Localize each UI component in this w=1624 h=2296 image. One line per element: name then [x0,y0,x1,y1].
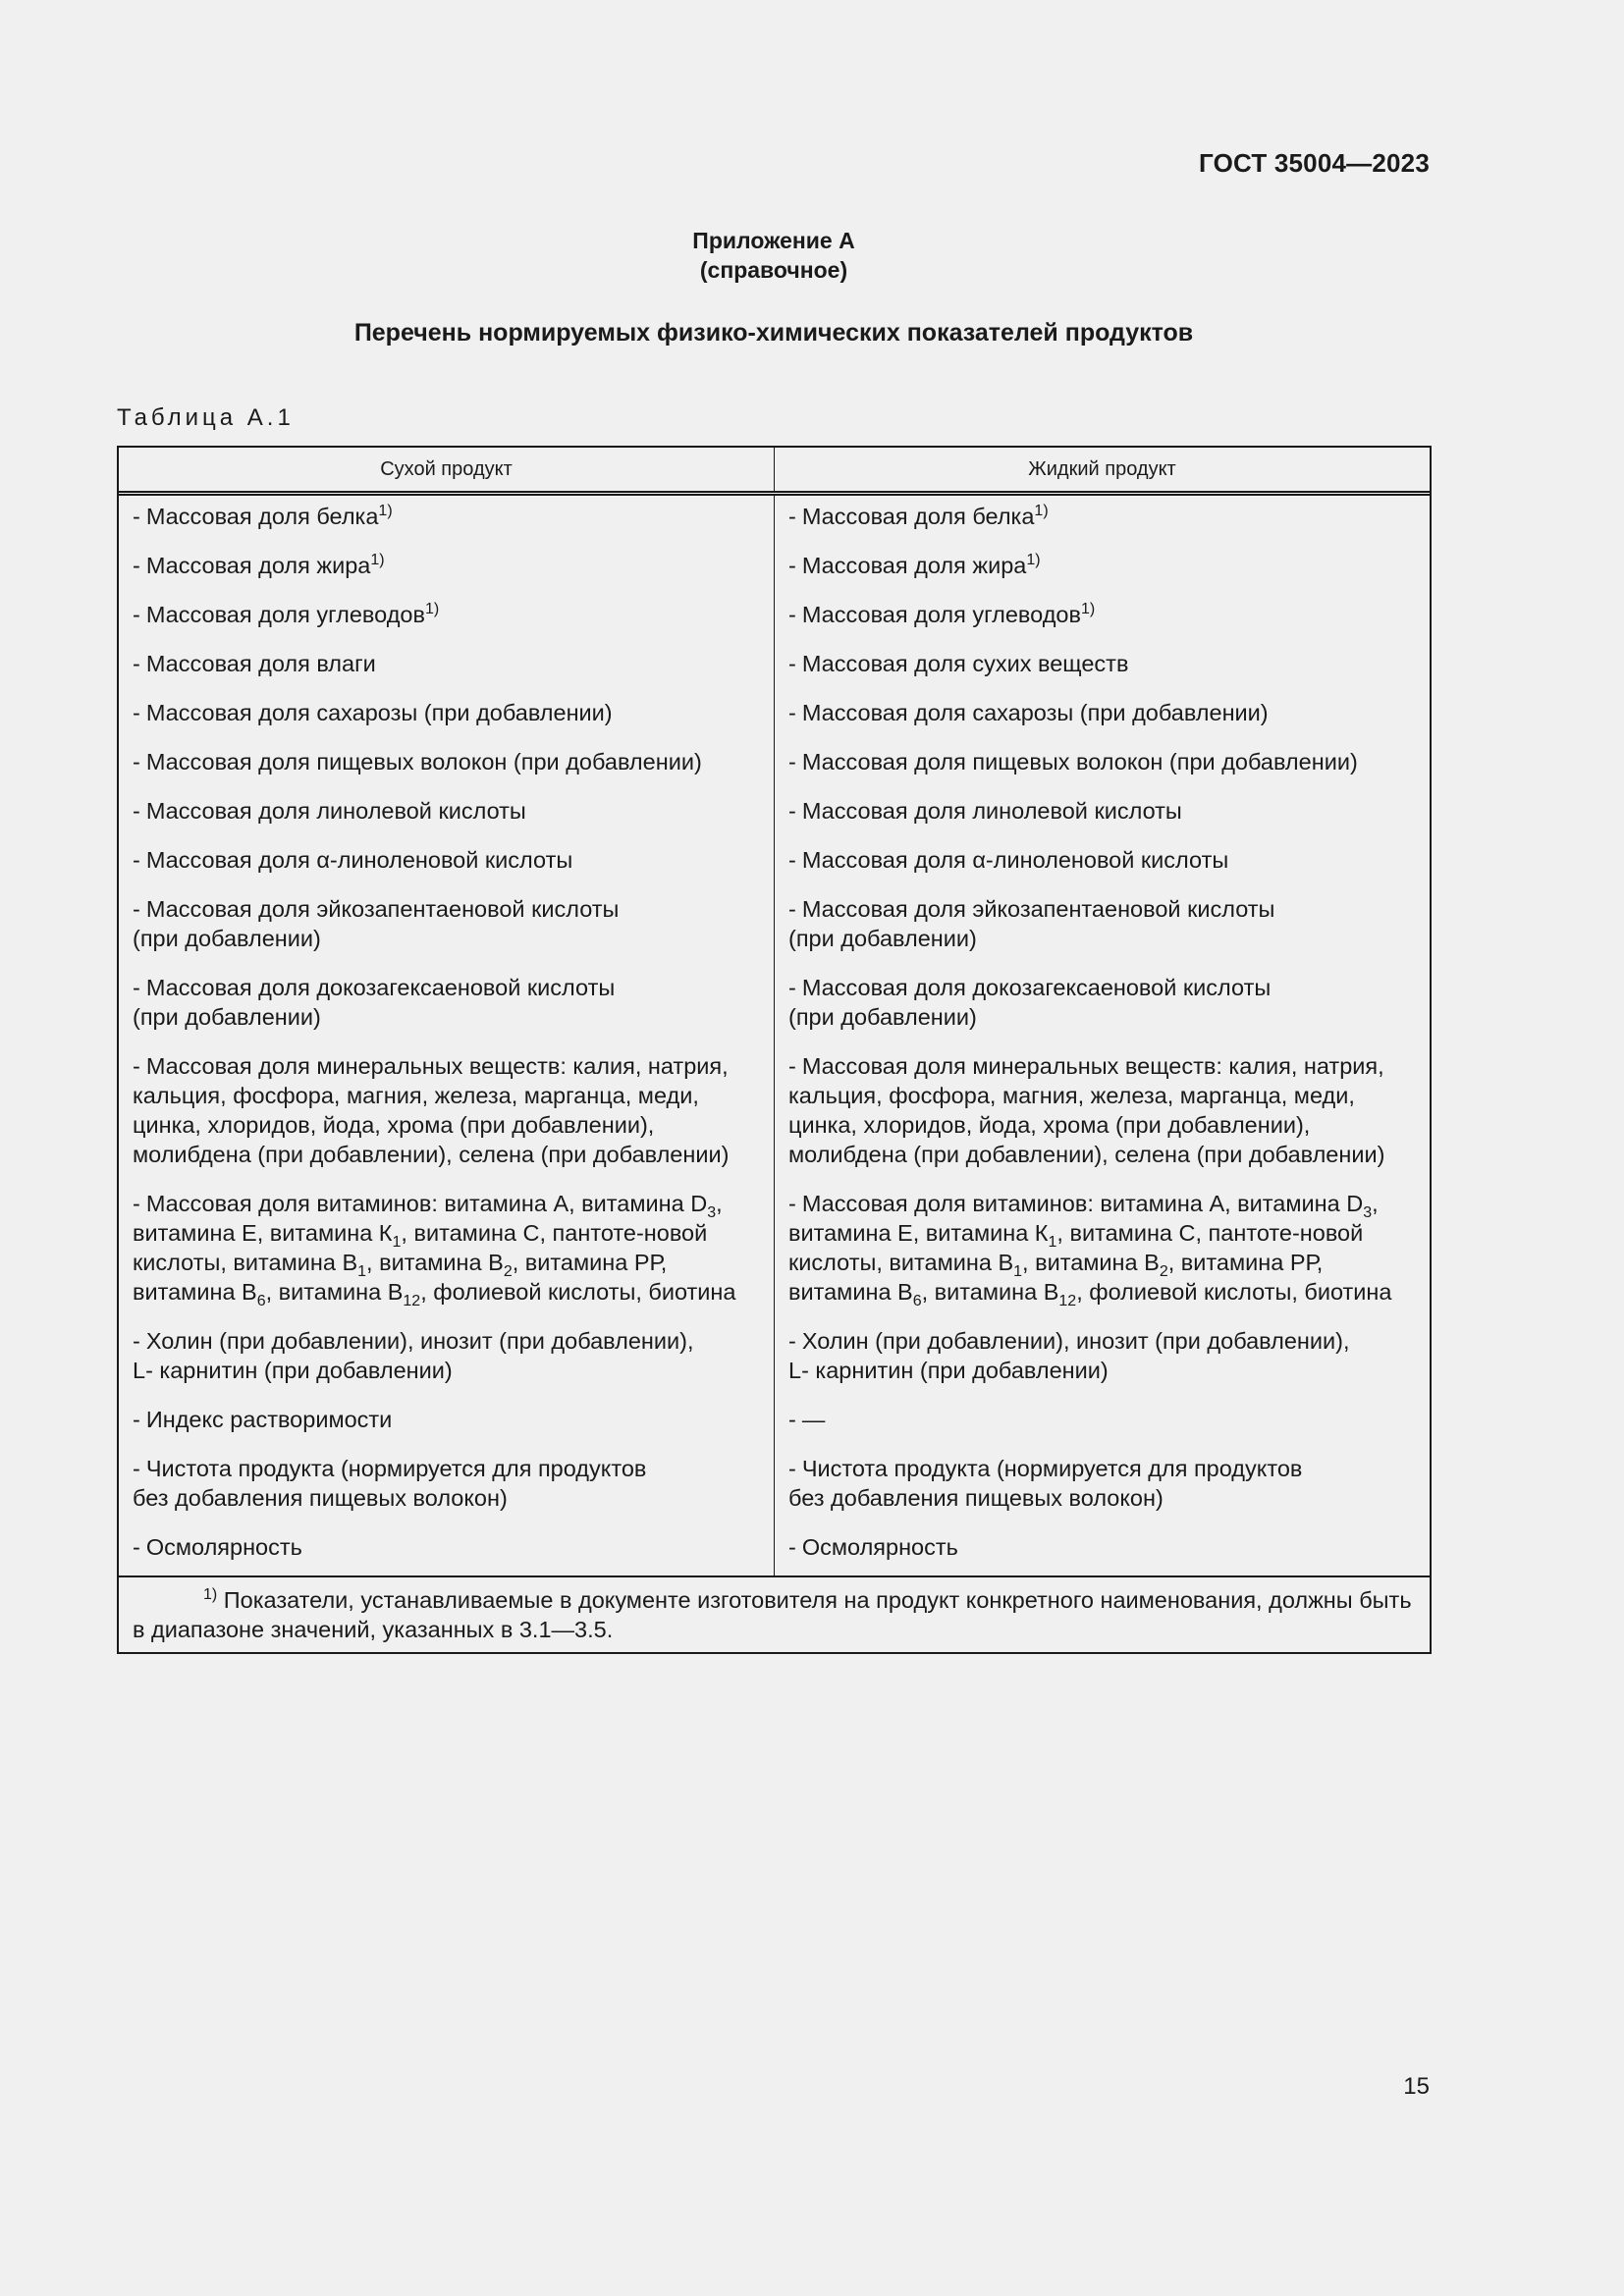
page-number: 15 [1403,2073,1430,2100]
item-text: Массовая доля жира [801,553,1027,578]
item-text: Массовая доля углеводов [801,602,1081,627]
item-text: (при добавлении) [133,1004,321,1030]
list-item: - Массовая доля α-линоленовой кислоты [788,847,1229,873]
item-text: (при добавлении) [788,926,977,951]
item-text: Массовая доля эйкозапентаеновой кислоты [145,896,620,922]
footnote-marker: 1) [203,1586,218,1603]
table-caption: Таблица А.1 [117,404,295,431]
item-text: Индекс растворимости [145,1407,393,1432]
item-text: Массовая доля докозагексаеновой кислоты [801,975,1272,1000]
indicators-table [117,446,1432,1654]
item-text: Массовая доля линолевой кислоты [145,798,526,824]
list-item: - Массовая доля белка$^{1)}$ [788,503,1049,529]
list-item: - Холин (при добавлении), инозит (при добавлении), L- карнитин (при добавлении) [788,1328,1350,1383]
list-item: - Массовая доля углеводов$^{1)}$ [133,601,440,627]
document-title: Перечень нормируемых физико-химических показателей продуктов [353,319,1194,347]
table-body [119,496,1430,1575]
list-item: - Массовая доля докозагексаеновой кислоты (при добавлении) [133,975,616,1030]
list-item: - Массовая доля эйкозапентаеновой кислоты (при добавлении) [133,896,620,951]
list-item: - Массовая доля жира$^{1)}$ [133,552,385,578]
item-text: Массовая доля α-линоленовой кислоты [145,847,573,873]
list-item: - Массовая доля минеральных веществ: калия, натрия, кальция, фосфора, магния, железа, марганца, меди, цинка, хлоридов, йода, хрома (при добавлении), молибдена (при добавлении), селена (при добавлении) [133,1053,730,1167]
list-item: - Массовая доля влаги [133,651,376,676]
list-item: - Холин (при добавлении), инозит (при добавлении), L- карнитин (при добавлении) [133,1328,694,1383]
annex-subtitle: (справочное) [699,257,848,283]
list-item: - Массовая доля эйкозапентаеновой кислоты (при добавлении) [788,896,1275,951]
item-text: Массовая доля сахарозы (при добавлении) [145,700,613,725]
list-item: - Индекс растворимости [133,1407,393,1432]
item-text: Массовая доля пищевых волокон (при добавлении) [145,749,702,774]
footnote-ref: 1) [1034,503,1049,519]
dry-product-column [119,496,774,1575]
annex-heading [0,226,1547,285]
list-item-vitamins: - Массовая доля витаминов: витамина А, витамина $D_3$, витамина Е, витамина $К_1$, витамина С, пантоте-новой кислоты, витамина $В_1$, витамина $В_2$, витамина РР, витамина $В_6$, витамина $В_{12}$, фолиевой кислоты, биотина [133,1191,736,1309]
list-item: - Массовая доля углеводов$^{1)}$ [788,601,1096,627]
footnote-ref: 1) [1080,601,1096,617]
list-item: - Массовая доля пищевых волокон (при добавлении) [133,749,702,774]
table-header-row [119,448,1430,496]
list-item: - Осмолярность [133,1534,302,1560]
item-text: Массовая доля пищевых волокон (при добавлении) [801,749,1358,774]
footnote-text: Показатели, устанавливаемые в документе изготовителя на продукт конкретного наименования, должны быть в диапазоне значений, указанных в 3.1—3.5. [133,1587,1412,1642]
item-text: (при добавлении) [133,926,321,951]
item-text: Чистота продукта (нормируется для продуктов [801,1456,1303,1481]
column-header-dry: Сухой продукт [380,458,513,480]
item-text: Массовая доля сухих веществ [801,651,1129,676]
list-item: - Массовая доля сухих веществ [788,651,1129,676]
item-text: Массовая доля белка [801,504,1035,529]
list-item: - Массовая доля α-линоленовой кислоты [133,847,573,873]
list-item: - Массовая доля линолевой кислоты [133,798,526,824]
footnote-ref: 1) [378,503,393,519]
item-text: Массовая доля эйкозапентаеновой кислоты [801,896,1275,922]
item-text: Массовая доля влаги [145,651,376,676]
item-text: Массовая доля углеводов [145,602,425,627]
document-number: ГОСТ 35004—2023 [1199,148,1430,178]
item-text: L- карнитин (при добавлении) [788,1358,1109,1383]
list-item: - Массовая доля жира$^{1)}$ [788,552,1041,578]
annex-title: Приложение А [692,228,855,253]
liquid-product-column [774,496,1430,1575]
item-text: без добавления пищевых волокон) [133,1485,508,1511]
item-text: (при добавлении) [788,1004,977,1030]
list-item: - — [788,1407,826,1432]
list-item-vitamins: - Массовая доля витаминов: витамина А, витамина $D_3$, витамина Е, витамина $К_1$, витамина С, пантоте-новой кислоты, витамина $В_1$, витамина $В_2$, витамина РР, витамина $В_6$, витамина $В_{12}$, фолиевой кислоты, биотина [788,1191,1392,1309]
item-text: Массовая доля докозагексаеновой кислоты [145,975,616,1000]
column-header-liquid: Жидкий продукт [774,448,1430,491]
item-text: Массовая доля минеральных веществ: калия, натрия, кальция, фосфора, магния, железа, марганца, меди, цинка, хлоридов, йода, хрома (при добавлении), молибдена (при добавлении), селена (при добавлении) [788,1053,1385,1167]
list-item: - Чистота продукта (нормируется для продуктов без добавления пищевых волокон) [133,1456,647,1511]
list-item: - Массовая доля докозагексаеновой кислоты (при добавлении) [788,975,1272,1030]
footnote-ref: 1) [370,552,385,568]
list-item: - Массовая доля пищевых волокон (при добавлении) [788,749,1358,774]
item-text: Массовая доля белка [145,504,379,529]
item-text: Холин (при добавлении), инозит (при добавлении), [145,1328,694,1354]
list-item: - Массовая доля минеральных веществ: калия, натрия, кальция, фосфора, магния, железа, марганца, меди, цинка, хлоридов, йода, хрома (при добавлении), молибдена (при добавлении), селена (при добавлении) [788,1053,1385,1167]
item-text: Чистота продукта (нормируется для продуктов [145,1456,647,1481]
item-text: L- карнитин (при добавлении) [133,1358,453,1383]
list-item: - Массовая доля сахарозы (при добавлении) [133,700,613,725]
item-text: Массовая доля жира [145,553,371,578]
item-text: Массовая доля α-линоленовой кислоты [801,847,1229,873]
list-item: - Массовая доля сахарозы (при добавлении) [788,700,1269,725]
list-item: - Массовая доля белка$^{1)}$ [133,503,393,529]
item-text: Осмолярность [145,1534,302,1560]
item-text: — [801,1407,826,1432]
item-text: Массовая доля линолевой кислоты [801,798,1182,824]
list-item: - Массовая доля линолевой кислоты [788,798,1182,824]
item-text: Массовая доля минеральных веществ: калия, натрия, кальция, фосфора, магния, железа, марганца, меди, цинка, хлоридов, йода, хрома (при добавлении), молибдена (при добавлении), селена (при добавлении) [133,1053,730,1167]
item-text: Осмолярность [801,1534,958,1560]
item-text: без добавления пищевых волокон) [788,1485,1164,1511]
table-footnote [119,1575,1430,1652]
footnote-ref: 1) [424,601,440,617]
list-item: - Чистота продукта (нормируется для продуктов без добавления пищевых волокон) [788,1456,1303,1511]
item-text: Холин (при добавлении), инозит (при добавлении), [801,1328,1350,1354]
footnote-ref: 1) [1026,552,1041,568]
list-item: - Осмолярность [788,1534,958,1560]
item-text: Массовая доля сахарозы (при добавлении) [801,700,1269,725]
